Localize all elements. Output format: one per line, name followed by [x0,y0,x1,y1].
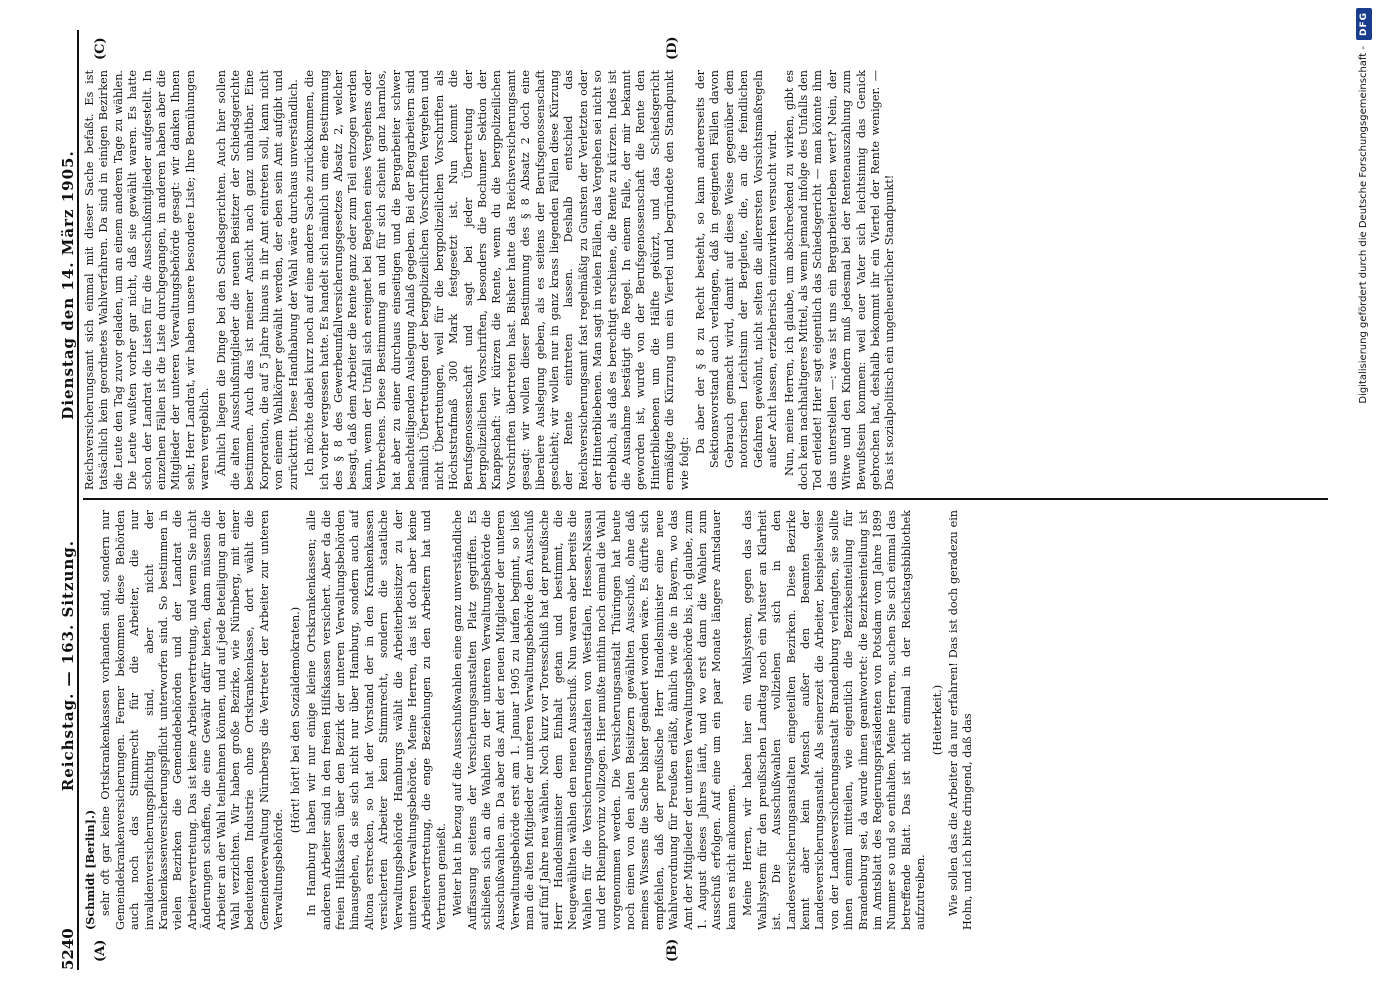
right-column [83,70,1328,490]
paragraph: Ähnlich liegen die Dinge bei den Schiedsgerichten. Auch hier sollen die alten Ausschußmitglieder die neuen Beisitzer der Schiedsgerichte bestimmen. Auch das ist meiner Ansicht nach ganz unhaltbar. Eine Korporation, die auf 5 Jahre hinaus in ihr Amt eintreten soll, kann nicht von einem Wahlkörper gewählt werden, der eben sein Amt aufgibt und zurücktritt. Diese Handhabung der Wahl wäre durchaus unverständlich. [214,70,300,490]
paragraph: Weiter hat in bezug auf die Ausschußwahlen eine ganz unverständliche Auffassung seitens der Versicherungsanstalten Platz gegriffen. Es schließen sich an die Wahlen zu der unteren Verwaltungsbehörde die Ausschußwahlen an. Da aber das Amt der neuen Mitglieder der unteren Verwaltungsbehörde erst am 1. Januar 1905 zu laufen beginnt, so ließ man die alten Mitglieder der unteren Verwaltungsbehörde den Ausschuß auf fünf Jahre neu wählen. Noch kurz vor Toresschluß hat der preußische Herr Handelsminister dem Einhalt getan und bestimmt, die Neugewählten wählen den neuen Ausschuß. Nun waren aber bereits die Wahlen für die Versicherungsanstalten von Westfalen, Hessen-Nassau und der Rheinprovinz vollzogen. Hier mußte mithin noch einmal die Wahl vorgenommen werden. Die Versicherungsanstalt Thüringen hat heute noch einen von den alten Beisitzern gewählten Ausschuß, ohne daß meines Wissens die Sache bisher geändert worden wäre. Es dürfte sich empfehlen, daß der preußische Herr Handelsminister eine neue Wahlverordnung für Preußen erläßt, ähnlich wie die in Bayern, wo das Amt der Mitglieder der unteren Verwaltungsbehörde bis, ich glaube, zum 1. August dieses Jahres läuft, und wo erst dann die Wahlen zum Ausschuß erfolgen. Auf eine um ein paar Monate längere Amtsdauer kann es nicht ankommen. [451,510,738,930]
dfg-logo: DFG [1356,8,1372,40]
paragraph: sehr oft gar keine Ortskrankenkassen vorhanden sind, sondern nur Gemeindekrankenversicherungen. Ferner bekommen diese Behörden auch noch das Stimmrecht für die Arbeiter, die nur invalidenversicherungspflichtig sind, aber nicht der Krankenkassenversicherungspflicht unterworfen sind. So bestimmen in vielen Bezirken die Gemeindebehörden und der Landrat die Arbeitervertretung. Das ist keine Arbeitervertretung, und wenn Sie nicht Änderungen schaffen, die eine Gewähr dafür bieten, dann müssen die Arbeiter an der Wahl teilnehmen können, und auf jede Beteiligung an der Wahl verzichten. Wir haben große Bezirke, wie Nürnberg, mit einer bedeutenden Industrie ohne Ortskrankenkasse, dort wählt die Gemeindeverwaltung Nürnbergs die Vertreter der Arbeiter zur unteren Verwaltungsbehörde. [99,510,286,930]
paragraph: In Hamburg haben wir nur einige kleine Ortskrankenkassen; alle anderen Arbeiter sind in den freien Hilfskassen versichert. Aber da die freien Hilfskassen über den Bezirk der unteren Verwaltungsbehörden hinausgehen, da sie sich nicht nur über Hamburg, sondern auch auf Altona erstrecken, so hat der Vorstand der in den Krankenkassen versicherten Arbeiter kein Stimmrecht, sondern die staatliche Verwaltungsbehörde Hamburgs wählt die Arbeiterbeisitzer zu der unteren Verwaltungsbehörde. Meine Herren, das ist doch aber keine Arbeitervertretung, die enge Beziehungen zu den Arbeitern hat und Vertrauen genießt. [305,510,448,930]
margin-marker-c: (C) [93,37,108,60]
speaker-label: (Schmidt [Berlin].) [83,809,97,930]
margin-marker-a: (A) [93,939,108,962]
interjection: (Hört! hört! bei den Sozialdemokraten.) [288,606,302,834]
rotated-sheet [55,30,1345,970]
page-number: 5240 [59,928,77,970]
paragraph: Wie sollen das die Arbeiter da nur erfahren! Das ist doch geradezu ein Hohn, und ich bitte dringend, daß das [946,510,975,930]
quoted-paragraph: Da aber der § 8 zu Recht besteht, so kann andererseits der Sektionsvorstand auch verlangen, daß in geeigneten Fällen davon Gebrauch gemacht wird, damit auf diese Weise gegenüber dem notorischen Leichtsinn der Bergleute, die, an die feindlichen Gefahren gewöhnt, nicht selten die allerersten Vorsichtsmaßregeln außer Acht lassen, erzieherisch einzuwirken versucht wird. [694,70,780,468]
paragraph: Ich möchte dabei kurz noch auf eine andere Sache zurückkommen, die ich vorher vergessen hatte. Es handelt sich nämlich um eine Bestimmung des § 8 des Gewerbeunfallversicherungsgesetzes Absatz 2, welcher besagt, daß dem Arbeiter die Rente ganz oder zum Teil entzogen werden kann, wenn der Unfall sich ereignet bei Begehen eines Vergehens oder Verbrechens. Diese Bestimmung an und für sich scheint ganz harmlos, hat aber zu einer durchaus einseitigen und die Bergarbeiter schwer benachteiligenden Auslegung Anlaß gegeben. Bei der Bergarbeitern sind nämlich Übertretungen der bergpolizeilichen Vorschriften Vergehen und nicht Übertretungen, weil für die bergpolizeilichen Vorschriften als Höchststrafmaß 300 Mark festgesetzt ist. Nun kommt die Berufsgenossenschaft und sagt bei jeder Übertretung der bergpolizeilichen Vorschriften, besonders die Bochumer Sektion der Knappschaft: wir kürzen die Rente, wenn du die bergpolizeilichen Vorschriften übertreten hast. Bisher hatte das Reichsversicherungsamt gesagt: wir wollen dieser Bestimmung des § 8 Absatz 2 doch eine liberalere Auslegung geben, als es seitens der Berufsgenossenschaft geschieht; wir wollen nur in ganz krass liegenden Fällen diese Kürzung der Rente eintreten lassen. Deshalb entschied das Reichsversicherungsamt fast regelmäßig zu Gunsten der Verletzten oder der Hinterbliebenen. Man sagt in vielen Fällen, das Vergehen sei nicht so erheblich, als daß es berechtigt erschiene, die Rente zu kürzen. Indes ist die Ausnahme bestätigt die Regel. In einem Falle, der mir bekannt geworden ist, wurde von der Berufsgenossenschaft die Rente den Hinterbliebenen um die Hälfte gekürzt, und das Schiedsgericht ermäßigte die Kürzung um ein Viertel und begründete den Standpunkt wie folgt: [303,70,691,490]
header-title: Reichstag. — 163. Sitzung. [59,540,77,792]
left-column [83,510,1328,930]
credit-text: Digitalisierung gefördert durch die Deutsche Forschungsgemeinschaft - [1358,46,1369,404]
margin-marker-b: (B) [665,938,680,962]
margin-marker-d: (D) [665,36,680,60]
header-date: Dienstag den 14. März 1905. [59,150,77,420]
page-header [55,30,79,970]
paragraph: Nun, meine Herren, ich glaube, um abschreckend zu wirken, gibt es doch kein nachhaltigeres Mittel, als wenn jemand infolge des Unfalls den Tod erleidet! Hier sagt eigentlich das Schiedsgericht — man könnte ihm das unterstellen —: was ist uns ein Bergarbeiterleben wert? Nein, der Witwe und den Kindern muß jedesmal bei der Rentenauszahlung zum Bewußtsein kommen: weil euer Vater sich leichtsinnig das Genick gebrochen hat, deshalb bekommt ihr ein Viertel der Rente weniger. — Das ist sozialpolitisch ein ungeheuerlicher Standpunkt! [782,70,897,490]
paragraph: Reichsversicherungsamt sich einmal mit dieser Sache befaßt. Es ist tatsächlich kein geordnetes Wahlverfahren. Da sind in einigen Bezirken die Leute den Tag zuvor geladen, um an einem anderen Tage zu wählen. Die Leute wußten vorher gar nicht, daß sie gewählt waren. Es hatte schon der Landrat die Listen für die Ausschußmitglieder aufgestellt. In einzelnen Fällen ist die Liste durchgegangen, in anderen haben aber die Mitglieder der unteren Verwaltungsbehörde gesagt: wir danken Ihnen sehr, Herr Landrat, wir haben unsere besondere Liste; Ihre Bemühungen waren vergeblich. [83,70,212,490]
column-divider [83,498,1328,500]
interjection: (Heiterkeit.) [930,684,944,756]
paragraph: Meine Herren, wir haben hier ein Wahlsystem, gegen das das Wahlsystem für den preußischen Landtag noch ein Muster an Klarheit ist. Die Ausschußwahlen vollziehen sich in den Landesversicherungsanstalten eingeteilten Bezirken. Diese Bezirke kennt aber kein Mensch außer den Beamten der Landesversicherungsanstalt. Als seinerzeit die Arbeiter, beispielsweise von der Landesversicherungsanstalt Brandenburg verlangten, sie sollte ihnen einmal mitteilen, wie eigentlich die Bezirkseinteilung für Brandenburg sei, da wurde ihnen geantwortet: die Bezirkseinteilung ist im Amtsblatt des Regierungspräsidenten von Potsdam vom Jahre 1899 Nummer so und so enthalten. Meine Herren, suchen Sie sich einmal das betreffende Blatt. Das ist nicht einmal in der Reichstagsbibliothek aufzutreiben. [741,510,928,930]
digitization-credit [1352,8,1376,992]
